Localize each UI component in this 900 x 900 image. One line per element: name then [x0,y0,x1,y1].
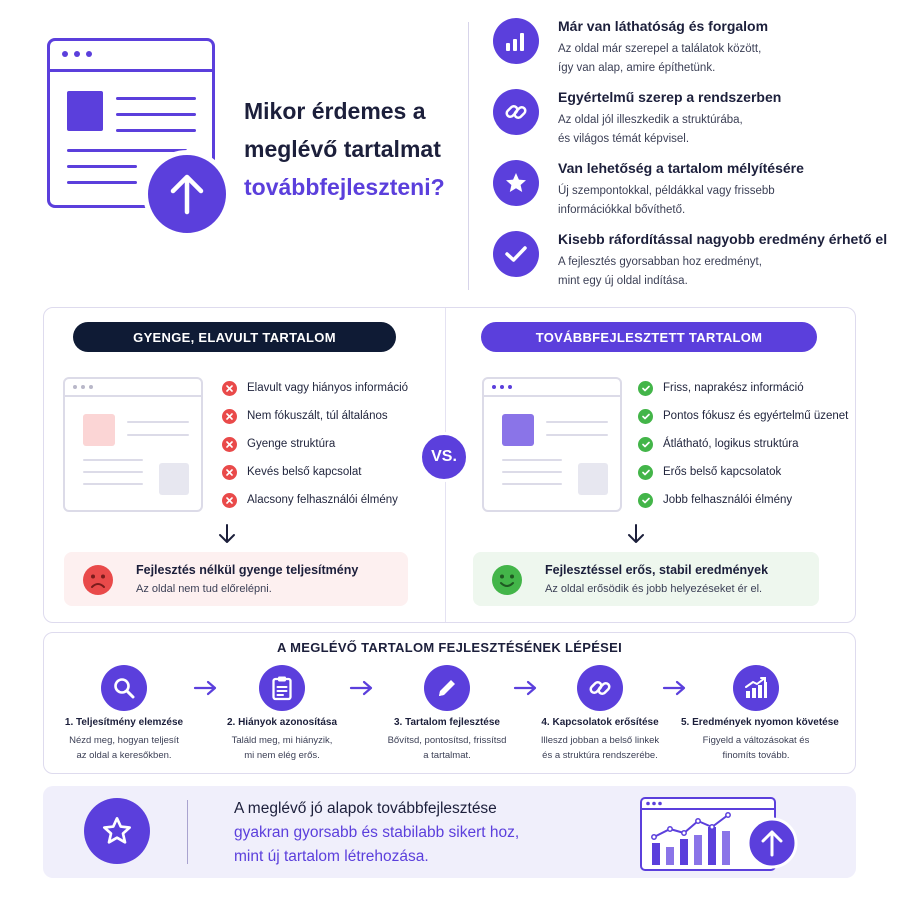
divider [468,22,469,290]
bar-chart-icon [493,18,539,64]
link-icon [493,89,539,135]
list-item: Átlátható, logikus struktúra [638,436,848,452]
step-title: 4. Kapcsolatok erősítése [541,717,659,728]
star-icon [493,160,539,206]
check-icon [638,437,653,452]
pencil-icon [424,665,470,711]
arrow-right-icon [349,680,375,696]
step-desc: Találd meg, mi hiányzik, mi nem elég erős. [231,735,333,761]
growth-chart-icon [733,665,779,711]
sad-face-icon [82,564,114,596]
benefit-desc: A fejlesztés gyorsabban hoz eredményt, mint egy új oldal indítása. [558,256,762,287]
step-title: 2. Hiányok azonosítása [226,717,338,728]
list-item: Alacsony felhasználói élmény [222,492,408,508]
benefit-title: Kisebb ráfordítással nagyobb eredmény érhető el [558,231,888,247]
x-icon [222,409,237,424]
check-icon [638,493,653,508]
x-icon [222,493,237,508]
benefit-item [493,89,893,149]
search-icon [101,665,147,711]
list-item: Pontos fókusz és egyértelmű üzenet [638,408,848,424]
growth-dashboard-illustration [640,797,800,871]
improved-list [638,380,848,508]
list-item: Kevés belső kapcsolat [222,464,408,480]
improved-result: Fejlesztéssel erős, stabil eredmények Az oldal erősödik és jobb helyezéseket ér el. [473,552,819,606]
arrow-up-icon [143,150,231,238]
divider [187,800,188,864]
list-item: Gyenge struktúra [222,436,408,452]
x-icon [222,381,237,396]
list-item: Jobb felhasználói élmény [638,492,848,508]
step-desc: Bővítsd, pontosítsd, frissítsd a tartalmat. [387,735,507,761]
step-desc: Figyeld a változásokat és finomíts tovább. [702,735,810,761]
happy-face-icon [491,564,523,596]
benefit-desc: Az oldal már szerepel a találatok között, így van alap, amire építhetünk. [558,43,762,74]
benefit-desc: Az oldal jól illeszkedik a struktúrába, és világos témát képvisel. [558,114,743,145]
check-icon [638,381,653,396]
page-title: Mikor érdemes a meglévő tartalmat továbbfejleszteni? [244,98,445,200]
clipboard-icon [259,665,305,711]
link-icon [577,665,623,711]
weak-list [222,380,408,508]
weak-page-illustration [63,377,203,512]
star-icon [84,798,150,864]
x-icon [222,437,237,452]
benefit-title: Van lehetőség a tartalom mélyítésére [558,160,804,176]
arrow-right-icon [513,680,539,696]
list-item: Elavult vagy hiányos információ [222,380,408,396]
check-icon [493,231,539,277]
benefit-title: Már van láthatóság és forgalom [558,18,769,34]
benefit-title: Egyértelmű szerep a rendszerben [558,89,782,105]
arrow-right-icon [193,680,219,696]
step-title: 5. Eredmények nyomon követése [681,717,839,728]
improved-page-illustration [482,377,622,512]
improved-content-label: TOVÁBBFEJLESZTETT TARTALOM [481,322,817,352]
weak-content-label: GYENGE, ELAVULT TARTALOM [73,322,396,352]
x-icon [222,465,237,480]
list-item: Erős belső kapcsolatok [638,464,848,480]
arrow-right-icon [662,680,688,696]
steps-title: A MEGLÉVŐ TARTALOM FEJLESZTÉSÉNEK LÉPÉSEI [276,640,623,655]
benefit-desc: Új szempontokkal, példákkal vagy frissebb információkkal bővíthető. [558,185,775,216]
vs-badge: VS. [419,432,469,482]
check-icon [638,465,653,480]
list-item: Nem fókuszált, túl általános [222,408,408,424]
check-icon [638,409,653,424]
step-title: 1. Teljesítmény elemzése [64,717,184,728]
step-desc: Nézd meg, hogyan teljesít az oldal a keresőkben. [69,735,179,761]
benefit-item [493,160,893,220]
arrow-down-icon [217,523,237,545]
benefit-item [493,231,893,291]
step-desc: Illeszd jobban a belső linkek és a struktúra rendszerébe. [540,735,660,761]
step-title: 3. Tartalom fejlesztése [394,717,500,728]
benefit-item [493,18,893,78]
list-item: Friss, naprakész információ [638,380,848,396]
weak-result: Fejlesztés nélkül gyenge teljesítmény Az oldal nem tud előrelépni. [64,552,408,606]
arrow-down-icon [626,523,646,545]
summary-text: A meglévő jó alapok továbbfejlesztése gyakran gyorsabb és stabilabb sikert hoz, mint új tartalom létrehozása. [234,800,520,865]
